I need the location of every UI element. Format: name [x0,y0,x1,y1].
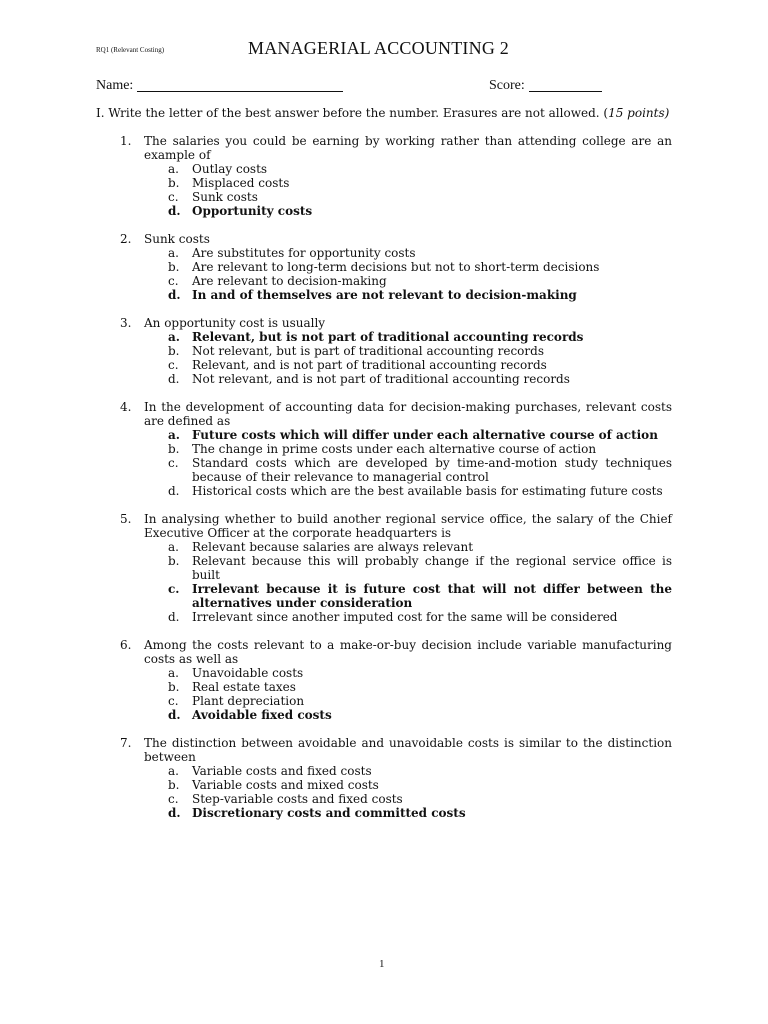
choice-item [144,610,672,624]
choice-letter: a. [168,666,179,680]
choice-text: Step-variable costs and fixed costs [192,792,403,806]
choice-text: Avoidable fixed costs [192,708,332,722]
choice-item [144,344,672,358]
choice-item [144,694,672,708]
choice-item-correct [144,806,672,820]
choice-text: Relevant, but is not part of traditional accounting records [192,330,584,344]
choice-item [144,246,672,260]
choice-item [144,260,672,274]
choice-letter: a. [168,246,179,260]
choice-item [144,764,672,778]
choice-letter: c. [168,694,179,708]
choice-text: Real estate taxes [192,680,296,694]
choice-letter: b. [168,778,180,792]
choice-item [144,778,672,792]
question-number: 1. [120,134,132,148]
instructions-points: 15 points) [608,106,670,120]
choice-list [144,246,672,302]
choice-list [144,330,672,386]
question-item [96,316,672,386]
question-text: The distinction between avoidable and unavoidable costs is similar to the distinction between [144,736,672,764]
choice-item-correct [144,204,672,218]
choice-item [144,176,672,190]
choice-letter: a. [168,764,179,778]
choice-text: The change in prime costs under each alternative course of action [192,442,597,456]
choice-text: Sunk costs [192,190,258,204]
question-text: Among the costs relevant to a make-or-buy decision include variable manufacturing costs as well as [144,638,672,666]
choice-item-correct [144,428,672,442]
score-label: Score: [489,78,525,93]
question-number: 2. [120,232,132,246]
choice-item-correct [144,708,672,722]
choice-letter: d. [168,204,181,218]
question-item [96,400,672,498]
question-list [96,134,672,820]
question-number: 5. [120,512,132,526]
choice-list [144,428,672,498]
choice-text: Variable costs and fixed costs [192,764,372,778]
choice-letter: c. [168,792,179,806]
choice-letter: a. [168,540,179,554]
choice-text: Historical costs which are the best available basis for estimating future costs [192,484,663,498]
choice-text: Plant depreciation [192,694,305,708]
choice-item-correct [144,582,672,610]
choice-letter: d. [168,610,180,624]
score-field [489,77,602,94]
choice-item [144,372,672,386]
question-number: 4. [120,400,132,414]
question-text: In the development of accounting data for decision-making purchases, relevant costs are defined as [144,400,672,428]
question-item [96,232,672,302]
choice-item [144,554,672,582]
choice-item [144,274,672,288]
choice-letter: b. [168,260,180,274]
choice-text: Are substitutes for opportunity costs [192,246,416,260]
choice-text: Variable costs and mixed costs [192,778,379,792]
instructions [96,106,672,120]
question-item [96,134,672,218]
choice-list [144,666,672,722]
choice-item [144,666,672,680]
instructions-text: I. Write the letter of the best answer before the number. Erasures are not allowed. ( [96,106,609,120]
exam-content [96,106,672,834]
choice-text: Are relevant to decision-making [192,274,387,288]
choice-text: Are relevant to long-term decisions but not to short-term decisions [192,260,600,274]
name-field [96,77,343,94]
question-item [96,512,672,624]
page-number: 1 [379,958,385,970]
choice-item [144,680,672,694]
question-text: The salaries you could be earning by working rather than attending college are an example of [144,134,672,162]
question-text: An opportunity cost is usually [144,316,326,330]
choice-letter: b. [168,344,180,358]
choice-text: Misplaced costs [192,176,290,190]
question-text: Sunk costs [144,232,210,246]
choice-letter: c. [168,274,179,288]
choice-letter: b. [168,680,180,694]
choice-letter: c. [168,190,179,204]
document-code: RQ1 (Relevant Costing) [96,46,165,54]
choice-text: Not relevant, and is not part of traditional accounting records [192,372,570,386]
choice-letter: c. [168,456,179,470]
choice-letter: d. [168,806,181,820]
choice-text: Standard costs which are developed by time-and-motion study techniques because of their relevance to managerial control [192,456,672,484]
question-text: In analysing whether to build another regional service office, the salary of the Chief Executive Officer at the corporate headquarters is [144,512,672,540]
choice-item [144,358,672,372]
choice-letter: d. [168,372,180,386]
choice-text: Unavoidable costs [192,666,304,680]
choice-text: Future costs which will differ under each alternative course of action [192,428,658,442]
choice-item [144,540,672,554]
page-title: MANAGERIAL ACCOUNTING 2 [248,38,509,58]
choice-text: Irrelevant because it is future cost that will not differ between the alternatives under consideration [192,582,672,610]
choice-item [144,792,672,806]
choice-item [144,484,672,498]
question-item [96,638,672,722]
question-item [96,736,672,820]
choice-letter: a. [168,162,179,176]
choice-letter: d. [168,288,181,302]
choice-text: Relevant, and is not part of traditional accounting records [192,358,547,372]
choice-item [144,190,672,204]
score-blank-line [529,77,602,92]
choice-letter: b. [168,554,180,568]
name-label: Name: [96,78,134,93]
choice-text: In and of themselves are not relevant to decision-making [192,288,577,302]
question-number: 7. [120,736,132,750]
choice-text: Relevant because this will probably change if the regional service office is built [192,554,672,582]
choice-item-correct [144,330,672,344]
choice-text: Not relevant, but is part of traditional accounting records [192,344,544,358]
question-number: 6. [120,638,132,652]
choice-letter: c. [168,582,180,596]
choice-text: Relevant because salaries are always relevant [192,540,474,554]
choice-item [144,456,672,484]
choice-letter: a. [168,428,180,442]
choice-text: Opportunity costs [192,204,313,218]
choice-text: Discretionary costs and committed costs [192,806,466,820]
choice-list [144,540,672,624]
choice-text: Irrelevant since another imputed cost for the same will be considered [192,610,618,624]
choice-letter: b. [168,176,180,190]
choice-letter: b. [168,442,180,456]
choice-letter: a. [168,330,180,344]
choice-letter: d. [168,484,180,498]
choice-item-correct [144,288,672,302]
choice-list [144,764,672,820]
choice-item [144,162,672,176]
choice-item [144,442,672,456]
choice-list [144,162,672,218]
choice-text: Outlay costs [192,162,268,176]
name-blank-line [137,77,343,92]
choice-letter: d. [168,708,181,722]
choice-letter: c. [168,358,179,372]
question-number: 3. [120,316,132,330]
